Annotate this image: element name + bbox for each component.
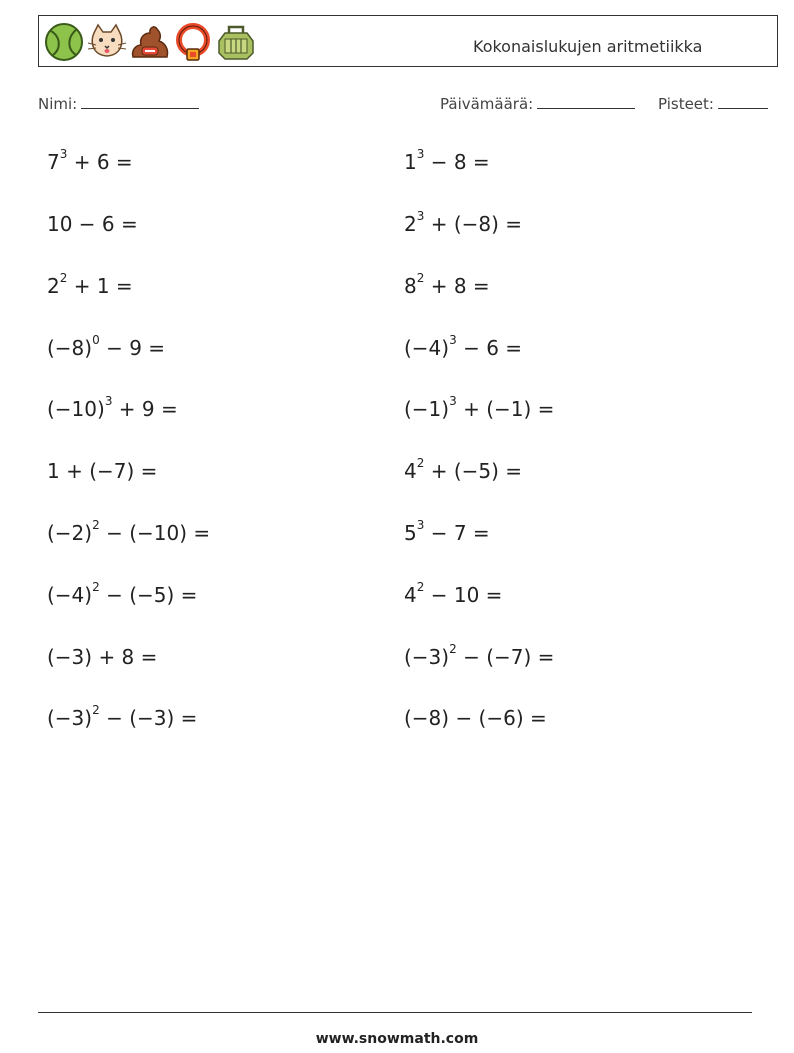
header-icons xyxy=(43,21,257,63)
problem-item: $2^3 + (-8)$ = xyxy=(404,209,523,236)
problem-item: $(-4)^2 - (-5)$ = xyxy=(47,580,198,607)
name-field[interactable] xyxy=(38,94,199,113)
score-label: Pisteet: xyxy=(658,95,714,113)
problem-item: 1 + (−7) = xyxy=(47,459,158,483)
date-blank[interactable] xyxy=(537,94,635,109)
problem-item: $(-8)^0 - 9$ = xyxy=(47,333,166,360)
dog-poop-icon xyxy=(129,21,171,63)
score-blank[interactable] xyxy=(718,94,768,109)
name-label: Nimi: xyxy=(38,95,78,113)
pet-carrier-icon xyxy=(215,21,257,63)
problem-item: $4^2 - 10$ = xyxy=(404,580,503,607)
worksheet-title: Kokonaislukujen aritmetiikka xyxy=(473,37,703,56)
problem-item: $1^3 - 8$ = xyxy=(404,147,490,174)
date-field[interactable] xyxy=(440,94,635,113)
date-label: Päivämäärä: xyxy=(440,95,534,113)
problem-item: $8^2 + 8$ = xyxy=(404,271,490,298)
problem-item: $(-4)^3 - 6$ = xyxy=(404,333,523,360)
problem-item: $(-2)^2 - (-10)$ = xyxy=(47,518,211,545)
footer-url[interactable]: www.snowmath.com xyxy=(315,1031,479,1047)
problem-item: $(-3)^2 - (-7)$ = xyxy=(404,642,555,669)
footer-divider xyxy=(38,1012,752,1013)
worksheet-header xyxy=(38,15,778,67)
cat-face-icon xyxy=(86,21,128,63)
problem-item: $7^3 + 6$ = xyxy=(47,147,133,174)
problem-item: $5^3 - 7$ = xyxy=(404,518,490,545)
score-field[interactable] xyxy=(658,94,768,113)
problem-item: $(-3)^2 - (-3)$ = xyxy=(47,703,198,730)
problem-item: $4^2 + (-5)$ = xyxy=(404,456,523,483)
problem-item: 10 − 6 = xyxy=(47,212,138,236)
problem-item: $(-1)^3 + (-1)$ = xyxy=(404,394,555,421)
pet-collar-icon xyxy=(172,21,214,63)
problem-item: $2^2 + 1$ = xyxy=(47,271,133,298)
tennis-ball-icon xyxy=(43,21,85,63)
problem-item: (−3) + 8 = xyxy=(47,645,158,669)
problem-item: $(-10)^3 + 9$ = xyxy=(47,394,178,421)
problem-item: (−8) − (−6) = xyxy=(404,706,547,730)
name-blank[interactable] xyxy=(81,94,199,109)
